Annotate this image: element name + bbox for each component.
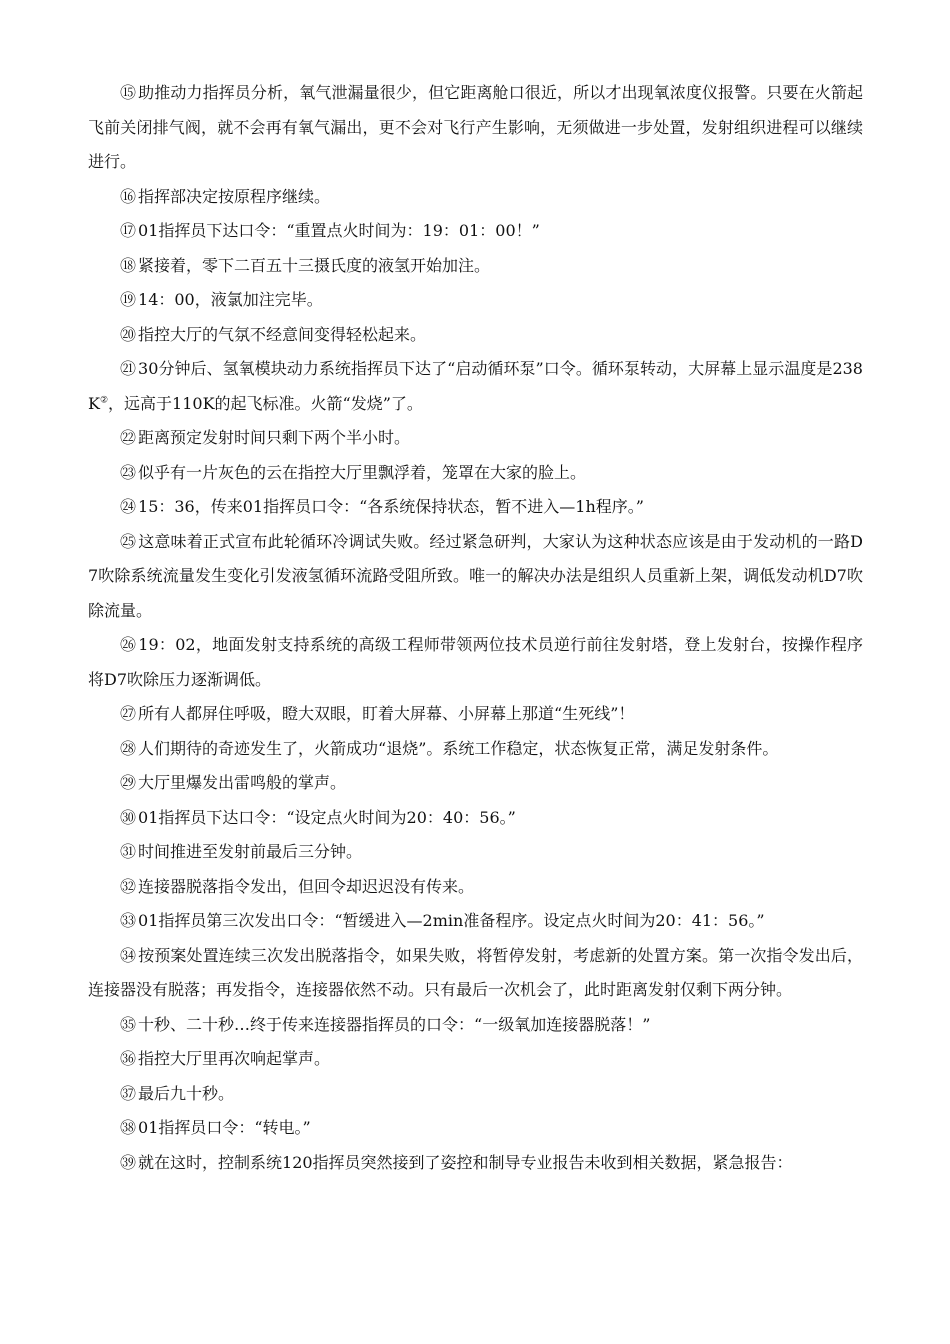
paragraph-text: 助推动力指挥员分析，氧气泄漏量很少，但它距离舱口很近，所以才出现氧浓度仪报警。只要在火箭起飞前关闭排气阀，就不会再有氧气漏出，更不会对飞行产生影响，无须做进一步处置，发射组织进程可以继续进行。: [88, 83, 863, 171]
paragraph-37: [88, 1077, 863, 1112]
paragraph-text: 紧接着，零下二百五十三摄氏度的液氢开始加注。: [138, 255, 491, 275]
paragraph-number: ⑳: [120, 324, 137, 344]
paragraph-29: [88, 766, 863, 801]
paragraph-15: [88, 76, 863, 180]
paragraph-text: 01指挥员第三次发出口令：“暂缓进入—2min准备程序。设定点火时间为20：41：56。”: [138, 911, 765, 930]
paragraph-text: 这意味着正式宣布此轮循环冷调试失败。经过紧急研判，大家认为这种状态应该是由于发动机的一路D7吹除系统流量发生变化引发液氢循环流路受阻所致。唯一的解决办法是组织人员重新上架，调低发动机D7吹除流量。: [88, 531, 863, 620]
paragraph-23: [88, 456, 863, 491]
paragraph-text: 01指挥员下达口令：“重置点火时间为：19：01：00！”: [138, 221, 540, 240]
paragraph-text: 所有人都屏住呼吸，瞪大双眼，盯着大屏幕、小屏幕上那道“生死线”！: [138, 704, 635, 723]
paragraph-number: ⑰: [120, 221, 137, 240]
paragraph-number: ㉘: [120, 738, 137, 758]
paragraph-34: [88, 939, 863, 1008]
paragraph-39: [88, 1146, 863, 1181]
paragraph-text: 就在这时，控制系统120指挥员突然接到了姿控和制导专业报告未收到相关数据，紧急报告：: [138, 1152, 793, 1172]
paragraph-number: ㊲: [120, 1083, 137, 1103]
document-page: [88, 76, 863, 1180]
paragraph-30: [88, 801, 863, 836]
paragraph-number: ⑱: [120, 255, 137, 275]
paragraph-16: [88, 180, 863, 215]
paragraph-text: 指控大厅的气氛不经意间变得轻松起来。: [138, 324, 427, 344]
paragraph-33: [88, 904, 863, 939]
paragraph-number: ⑲: [120, 290, 137, 309]
paragraph-number: ⑮: [120, 83, 137, 102]
paragraph-number: ㉝: [120, 911, 137, 930]
paragraph-number: ㊱: [120, 1049, 137, 1068]
paragraph-text: 15：36，传来01指挥员口令：“各系统保持状态，暂不进入—1h程序。”: [138, 497, 644, 516]
paragraph-text: 指控大厅里再次响起掌声。: [138, 1049, 331, 1068]
paragraph-text: 大厅里爆发出雷鸣般的掌声。: [138, 773, 347, 792]
paragraph-31: [88, 835, 863, 870]
paragraph-38: [88, 1111, 863, 1146]
paragraph-text: 14：00，液氯加注完毕。: [138, 290, 323, 309]
paragraph-number: ㉞: [120, 945, 137, 965]
paragraph-24: [88, 490, 863, 525]
paragraph-18: [88, 249, 863, 284]
paragraph-text: 最后九十秒。: [138, 1083, 235, 1103]
footnote-marker: ②: [99, 395, 109, 406]
paragraph-21: [88, 352, 863, 421]
paragraph-text: 人们期待的奇迹发生了，火箭成功“退烧”。系统工作稳定，状态恢复正常，满足发射条件。: [138, 738, 779, 758]
paragraph-number: ㉒: [120, 428, 137, 447]
paragraph-26: [88, 628, 863, 697]
paragraph-text: 01指挥员下达口令：“设定点火时间为20：40：56。”: [138, 807, 516, 827]
paragraph-20: [88, 318, 863, 353]
paragraph-32: [88, 870, 863, 905]
paragraph-number: ㉑: [120, 359, 137, 378]
paragraph-text: 指挥部决定按原程序继续。: [138, 186, 331, 206]
paragraph-text: 连接器脱落指令发出，但回令却迟迟没有传来。: [138, 876, 475, 896]
paragraph-number: ㊳: [120, 1118, 137, 1137]
paragraph-36: [88, 1042, 863, 1077]
paragraph-number: ㉟: [120, 1014, 137, 1034]
paragraph-28: [88, 732, 863, 767]
paragraph-number: ⑯: [120, 186, 137, 206]
paragraph-number: ㉙: [120, 773, 137, 792]
paragraph-number: ㉔: [120, 497, 137, 516]
paragraph-number: ㉗: [120, 704, 137, 723]
paragraph-35: [88, 1008, 863, 1043]
paragraph-number: ㉛: [120, 842, 137, 861]
paragraph-text: 01指挥员口令：“转电。”: [138, 1118, 311, 1137]
paragraph-number: ㉚: [120, 807, 137, 827]
paragraph-19: [88, 283, 863, 318]
paragraph-text: 似乎有一片灰色的云在指控大厅里飘浮着，笼罩在大家的脸上。: [138, 462, 587, 482]
paragraph-number: ㊴: [120, 1152, 137, 1172]
paragraph-text: 距离预定发射时间只剩下两个半小时。: [138, 428, 411, 447]
paragraph-text: 时间推进至发射前最后三分钟。: [138, 842, 363, 861]
paragraph-27: [88, 697, 863, 732]
paragraph-text: 30分钟后、氢氧模块动力系统指挥员下达了“启动循环泵”口令。循环泵转动，大屏幕上显示温度是238K: [88, 359, 863, 413]
paragraph-number: ㉜: [120, 876, 137, 896]
paragraph-text: 十秒、二十秒…终于传来连接器指挥员的口令：“一级氧加连接器脱落！”: [138, 1014, 651, 1034]
paragraph-25: [88, 525, 863, 629]
paragraph-number: ㉓: [120, 462, 137, 482]
paragraph-number: ㉕: [120, 531, 137, 551]
paragraph-text: 按预案处置连续三次发出脱落指令，如果失败，将暂停发射，考虑新的处置方案。第一次指令发出后，连接器没有脱落；再发指令，连接器依然不动。只有最后一次机会了，此时距离发射仅剩下两分钟。: [88, 945, 863, 999]
paragraph-22: [88, 421, 863, 456]
paragraph-text-continued: ，远高于110K的起飞标准。火箭“发烧”了。: [108, 393, 423, 413]
paragraph-text: 19：02，地面发射支持系统的高级工程师带领两位技术员逆行前往发射塔，登上发射台，按操作程序将D7吹除压力逐渐调低。: [88, 635, 863, 689]
paragraph-number: ㉖: [120, 635, 137, 654]
paragraph-17: [88, 214, 863, 249]
